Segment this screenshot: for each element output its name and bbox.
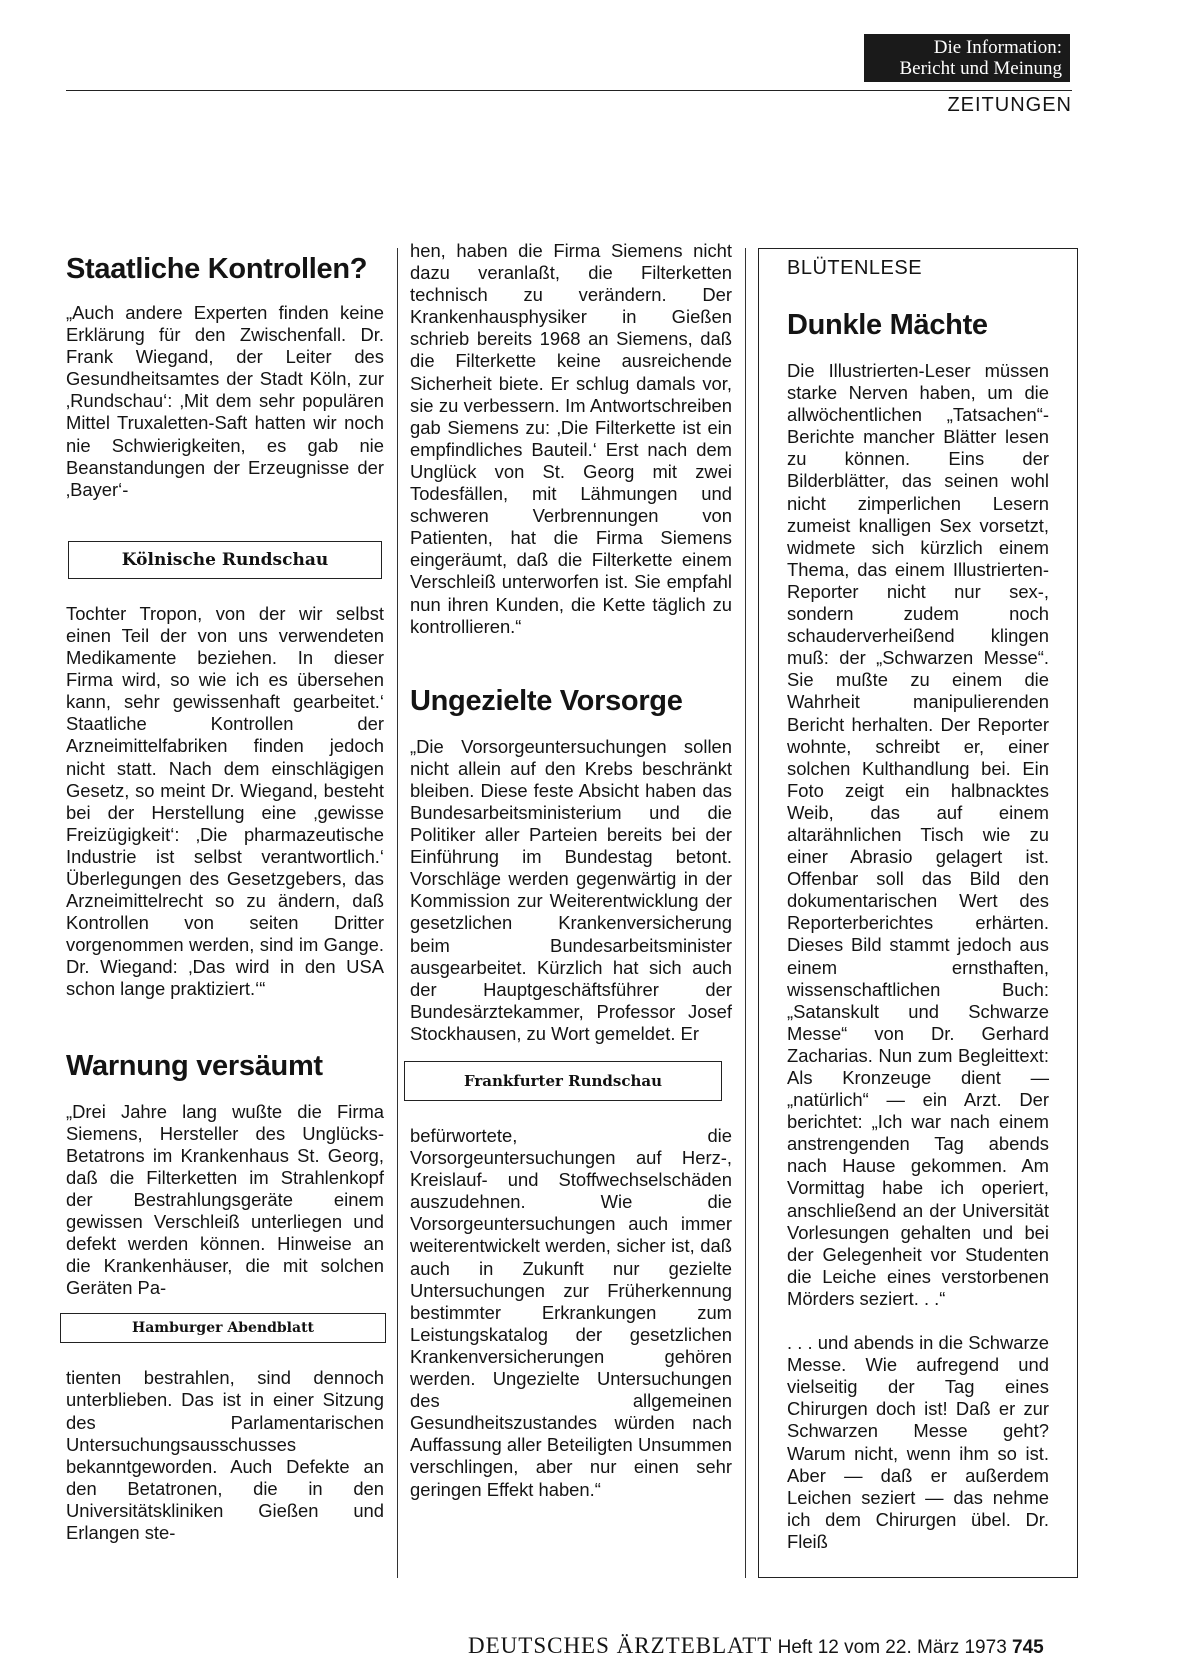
headline-ungezielte-vorsorge: Ungezielte Vorsorge	[410, 684, 683, 717]
article-paragraph: „Drei Jahre lang wußte die Firma Siemens, Hersteller des Unglücks-Betatrons im Krankenhaus St. Georg, daß die Filterketten im Strahlenkopf der Bestrahlungsgeräte einem gewissen Verschleiß unterliegen und defekt werden können. Hinweise an die Krankenhäuser, die mit solchen Geräten Pa-	[66, 1100, 384, 1299]
masthead-box	[864, 34, 1070, 82]
source-label: Kölnische Rundschau	[121, 549, 329, 570]
source-label: Frankfurter Rundschau	[463, 1072, 663, 1090]
headline-warnung-versaeumt: Warnung versäumt	[66, 1049, 323, 1082]
section-label: ZEITUNGEN	[947, 94, 1072, 116]
article-paragraph: „Die Vorsorgeuntersuchungen sollen nicht allein auf den Krebs beschränkt bleiben. Diese feste Absicht haben das Bundesarbeitsministerium und die Politiker aller Parteien bereits bei der Einführung im Bundestag betont. Vorschläge werden gegenwärtig in der Kommission zur Weiterentwicklung der gesetzlichen Krankenversicherung beim Bundesarbeitsminister ausgearbeitet. Kürzlich hat sich auch der Hauptgeschäftsführer der Bundesärztekammer, Professor Josef Stockhausen, zu Wort gemeldet. Er	[410, 735, 732, 1044]
page-number: 745	[1012, 1637, 1044, 1658]
article-paragraph: . . . und abends in die Schwarze Messe. Wie aufregend und vielseitig der Tag eines Chirurgen doch ist! Daß er zur Schwarzen Messe geht? Warum nicht, wenn ihm so ist. Aber — daß er außerdem Leichen seziert — das nehme ich dem Chirurgen übel. Dr. Fleiß	[787, 1332, 1049, 1552]
header-rule	[66, 90, 1072, 91]
article-paragraph: Tochter Tropon, von der wir selbst einen Teil der von uns verwendeten Medikamente beziehen. In dieser Firma wird, so wie ich es übersehen kann, sehr gewissenhaft gearbeitet.‘ Staatliche Kontrollen der Arzneimittelfabriken finden jedoch nicht statt. Nach dem einschlägigen Gesetz, so meint Dr. Wiegand, besteht bei der Herstellung eine ‚gewisse Freizügigkeit‘: ‚Die pharmazeutische Industrie ist selbst verantwortlich.‘ Überlegungen des Gesetzgebers, das Arzneimittelrecht so zu ändern, daß Kontrollen von seiten Dritter vorgenommen werden, sind im Gange. Dr. Wiegand: ‚Das wird in den USA schon lange praktiziert.‘“	[66, 602, 384, 1000]
column-divider	[745, 248, 746, 1578]
bluetenlese-box	[758, 248, 1078, 1578]
source-koelnische-rundschau	[68, 541, 382, 579]
article-paragraph: tienten bestrahlen, sind dennoch unterblieben. Das ist in einer Sitzung des Parlamentarischen Untersuchungsausschusses bekanntgeworden. Auch Defekte an den Betatronen, die in den Universitätskliniken Gießen und Erlangen ste-	[66, 1367, 384, 1544]
masthead-line-1: Die Information:	[933, 37, 1062, 58]
source-label: Hamburger Abendblatt	[131, 1320, 315, 1337]
source-hamburger-abendblatt	[60, 1313, 386, 1343]
column-1	[66, 248, 384, 1544]
headline-dunkle-maechte: Dunkle Mächte	[787, 309, 988, 341]
column-divider	[397, 248, 398, 1578]
page-footer	[468, 1633, 1044, 1659]
masthead-line-2: Bericht und Meinung	[899, 58, 1062, 79]
kicker-bluetenlese: BLÜTENLESE	[787, 257, 923, 279]
column-2	[410, 240, 732, 1501]
article-paragraph: Die Illustrierten-Leser müssen starke Nerven haben, um die allwöchentlichen „Tatsachen“-Berichte mancher Blätter lesen zu können. Eins der Bilderblätter, das seinen wohl nicht zimperlichen Lesern zumeist knalligen Sex vorsetzt, widmete sich kürzlich einem Thema, das einem Illustrierten-Reporter nicht nur sex-, sondern zudem noch schauderverheißend klingen muß: der „Schwarzen Messe“. Sie mußte zu einem die Wahrheit manipulierenden Bericht herhalten. Der Reporter wohnte, schreibt er, einer solchen Kulthandlung bei. Ein Foto zeigt ein halbnacktes Weib, das auf einem altarähnlichen Tisch wie zu einer Abrasio gelagert ist. Offenbar soll das Bild den dokumentarischen Wert des Reporterberichtes erhärten. Dieses Bild stammt jedoch aus einem ernsthaften, wissenschaftlichen Buch: „Satanskult und Schwarze Messe“ von Dr. Gerhard Zacharias. Nun zum Begleittext: Als Kronzeuge dient — „natürlich“ — ein Arzt. Der berichtet: „Ich war nach einem anstrengenden Tag abends nach Hause gekommen. Am Vormittag habe ich operiert, anschließend an der Universität Vorlesungen gehalten und bei der Gelegenheit vor Studenten die Leiche eines verstorbenen Mörders seziert. . .“	[787, 360, 1049, 1309]
issue-info: Heft 12 vom 22. März 1973	[777, 1637, 1007, 1658]
journal-name: DEUTSCHES ÄRZTEBLATT	[468, 1633, 773, 1658]
article-paragraph: befürwortete, die Vorsorgeuntersuchungen auf Herz-, Kreislauf- und Stoffwechselschäden auszudehnen. Wie die Vorsorgeuntersuchungen auch immer weiterentwickelt werden, sicher ist, daß auch in Zukunft nur gezielte Untersuchungen zur Früherkennung bestimmter Erkrankungen zum Leistungskatalog der gesetzlichen Krankenversicherungen gehören werden. Ungezielte Untersuchungen des allgemeinen Gesundheitszustandes würden nach Auffassung aller Beteiligten Unsummen verschlingen, aber nur einen sehr geringen Effekt haben.“	[410, 1125, 732, 1500]
article-paragraph: hen, haben die Firma Siemens nicht dazu veranlaßt, die Filterketten technisch zu verändern. Der Krankenhausphysiker in Gießen schrieb bereits 1968 an Siemens, daß die Filterkette keine ausreichende Sicherheit biete. Er schlug damals vor, sie zu verbessern. Im Antwortschreiben gab Siemens zu: ‚Die Filterkette ist ein empfindliches Bauteil.‘ Erst nach dem Unglück von St. Georg mit zwei Todesfällen, mit Lähmungen und schweren Verbrennungen von Patienten, hat die Firma Siemens eingeräumt, daß die Filterkette einem Verschleiß unterworfen ist. Sie empfahl nun ihren Kunden, die Kette täglich zu kontrollieren.“	[410, 240, 732, 637]
article-paragraph: „Auch andere Experten finden keine Erklärung für den Zwischenfall. Dr. Frank Wiegand, der Leiter des Gesundheitsamtes der Stadt Köln, zur ‚Rundschau‘: ‚Mit dem sehr populären Mittel Truxaletten-Saft hatten wir noch nie Schwierigkeiten, es gab nie Beanstandungen der Erzeugnisse der ‚Bayer‘-	[66, 302, 384, 500]
headline-staatliche-kontrollen: Staatliche Kontrollen?	[66, 253, 368, 285]
source-frankfurter-rundschau	[404, 1061, 722, 1101]
